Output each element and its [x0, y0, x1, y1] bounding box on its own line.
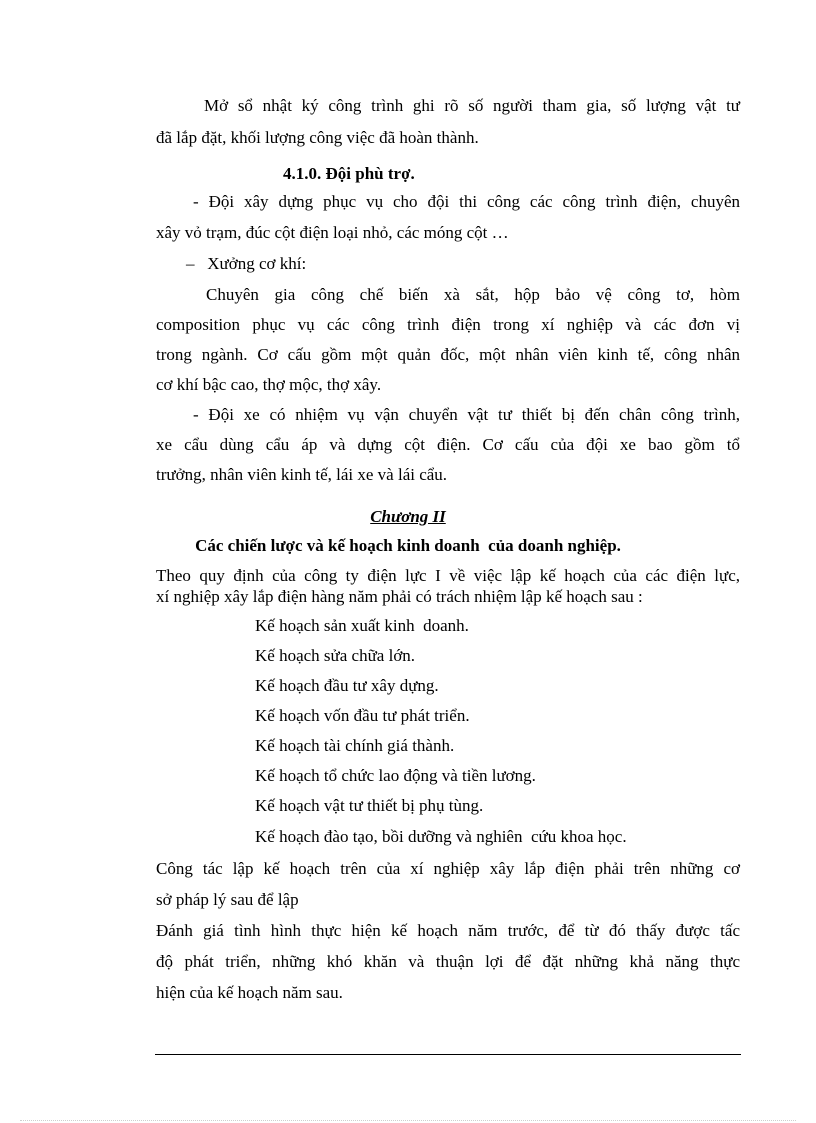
plan-item: Kế hoạch đào tạo, bồi dưỡng và nghiên cứu khoa học. — [255, 827, 627, 846]
plan-item: Kế hoạch vốn đầu tư phát triển. — [255, 706, 470, 725]
paragraph-line: đã lắp đặt, khối lượng công việc đã hoàn thành. — [156, 128, 479, 147]
paragraph-line: Công tác lập kế hoạch trên của xí nghiệp xây lắp điện phải trên những cơ — [156, 859, 740, 878]
paragraph-line: Mở sổ nhật ký công trình ghi rõ số người tham gia, số lượng vật tư — [204, 96, 740, 115]
plan-item: Kế hoạch vật tư thiết bị phụ tùng. — [255, 796, 484, 815]
plan-item: Kế hoạch đầu tư xây dựng. — [255, 676, 439, 695]
paragraph-line: cơ khí bậc cao, thợ mộc, thợ xây. — [156, 375, 382, 394]
plan-item: Kế hoạch sửa chữa lớn. — [255, 646, 416, 665]
list-heading: – Xưởng cơ khí: — [186, 254, 307, 273]
paragraph-line: - Đội xe có nhiệm vụ vận chuyển vật tư thiết bị đến chân công trình, — [193, 405, 740, 424]
paragraph-line: Theo quy định của công ty điện lực I về việc lập kế hoạch của các điện lực, — [156, 566, 740, 585]
paragraph-line: trong ngành. Cơ cấu gồm một quản đốc, một nhân viên kinh tế, công nhân — [156, 345, 740, 364]
paragraph-line: độ phát triển, những khó khăn và thuận lợi để đặt những khả năng thực — [156, 952, 740, 971]
paragraph-line: sở pháp lý sau để lập — [156, 890, 299, 909]
chapter-label: Chương II — [370, 507, 446, 526]
page-edge-divider — [20, 1120, 796, 1121]
chapter-title: Các chiến lược và kế hoạch kinh doanh của doanh nghiệp. — [195, 536, 621, 555]
paragraph-line: trưởng, nhân viên kinh tế, lái xe và lái cẩu. — [156, 465, 448, 484]
footer-rule — [155, 1054, 741, 1055]
plan-item: Kế hoạch sản xuất kinh doanh. — [255, 616, 469, 635]
paragraph-line: - Đội xây dựng phục vụ cho đội thi công các công trình điện, chuyên — [193, 192, 740, 211]
section-heading: 4.1.0. Đội phù trợ. — [283, 164, 415, 183]
plan-item: Kế hoạch tài chính giá thành. — [255, 736, 455, 755]
paragraph-line: xí nghiệp xây lắp điện hàng năm phải có trách nhiệm lập kế hoạch sau : — [156, 587, 643, 606]
paragraph-line: xe cẩu dùng cẩu áp và dựng cột điện. Cơ cấu của đội xe bao gồm tổ — [156, 435, 740, 454]
plan-item: Kế hoạch tổ chức lao động và tiền lương. — [255, 766, 536, 785]
paragraph-line: xây vỏ trạm, đúc cột điện loại nhỏ, các móng cột … — [156, 223, 509, 242]
paragraph-line: Đánh giá tình hình thực hiện kế hoạch năm trước, để từ đó thấy được tấc — [156, 921, 740, 940]
paragraph-line: composition phục vụ các công trình điện trong xí nghiệp và các đơn vị — [156, 315, 740, 334]
paragraph-line: Chuyên gia công chế biến xà sắt, hộp bảo vệ công tơ, hòm — [206, 285, 740, 304]
paragraph-line: hiện của kế hoạch năm sau. — [156, 983, 343, 1002]
